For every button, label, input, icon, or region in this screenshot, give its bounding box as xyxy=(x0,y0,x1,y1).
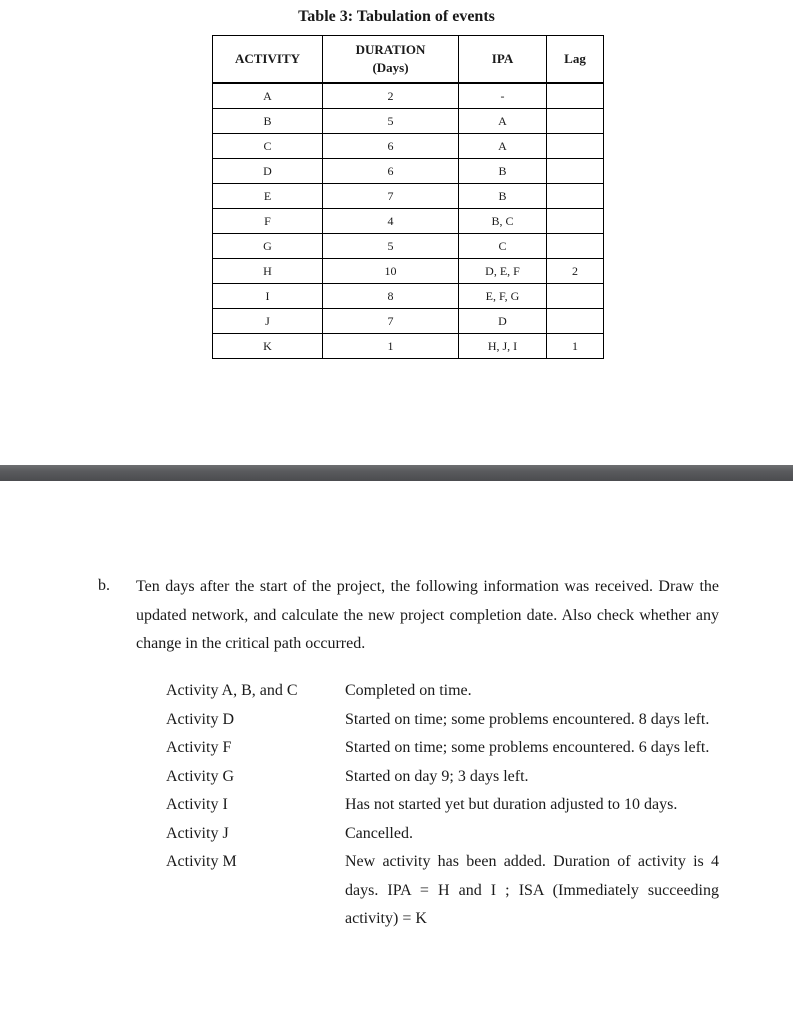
table-row xyxy=(213,284,604,309)
cell-lag: 1 xyxy=(547,334,604,359)
page-divider xyxy=(0,465,793,481)
header-duration xyxy=(323,36,459,84)
update-activity: Activity I xyxy=(166,796,228,813)
cell-lag xyxy=(547,159,604,184)
events-table xyxy=(212,35,604,359)
question-number: b. xyxy=(98,577,110,594)
cell-ipa: C xyxy=(459,234,547,259)
update-description: Started on time; some problems encountered. 8 days left. xyxy=(345,710,710,728)
update-description: New activity has been added. Duration of activity is 4 days. IPA = H and I ; ISA (Immediately succeeding activity) = K xyxy=(345,853,719,927)
update-description: Started on time; some problems encountered. 6 days left. xyxy=(345,739,710,756)
cell-ipa: B xyxy=(459,184,547,209)
cell-lag xyxy=(547,184,604,209)
cell-duration: 2 xyxy=(323,83,459,109)
cell-lag xyxy=(547,209,604,234)
cell-duration: 8 xyxy=(323,284,459,309)
header-duration-unit: (Days) xyxy=(372,60,409,75)
header-ipa: IPA xyxy=(459,36,547,84)
cell-duration: 7 xyxy=(323,309,459,334)
update-activity: Activity F xyxy=(166,739,232,756)
table-row xyxy=(213,209,604,234)
cell-activity: J xyxy=(213,309,323,334)
update-description: Cancelled. xyxy=(345,824,413,842)
update-item xyxy=(166,820,719,849)
cell-activity: F xyxy=(213,209,323,234)
cell-activity: H xyxy=(213,259,323,284)
update-item xyxy=(166,734,719,763)
cell-lag xyxy=(547,234,604,259)
cell-ipa: B xyxy=(459,159,547,184)
cell-lag: 2 xyxy=(547,259,604,284)
cell-ipa: A xyxy=(459,109,547,134)
update-description: Completed on time. xyxy=(345,682,472,699)
update-activity: Activity M xyxy=(166,853,237,870)
cell-activity: E xyxy=(213,184,323,209)
cell-activity: D xyxy=(213,159,323,184)
cell-lag xyxy=(547,109,604,134)
cell-duration: 1 xyxy=(323,334,459,359)
cell-activity: A xyxy=(213,83,323,109)
cell-duration: 7 xyxy=(323,184,459,209)
update-activity: Activity D xyxy=(166,710,234,728)
cell-ipa: B, C xyxy=(459,209,547,234)
cell-duration: 4 xyxy=(323,209,459,234)
cell-ipa: E, F, G xyxy=(459,284,547,309)
cell-activity: K xyxy=(213,334,323,359)
question-text: Ten days after the start of the project, the following information was received. Draw the updated network, and calculate the new project completion date. Also check whether any change in the critical path occurred. xyxy=(136,578,719,652)
cell-duration: 5 xyxy=(323,109,459,134)
update-description: Has not started yet but duration adjusted to 10 days. xyxy=(345,796,678,813)
table-row xyxy=(213,159,604,184)
table-body xyxy=(213,83,604,359)
table-row xyxy=(213,83,604,109)
update-activity: Activity J xyxy=(166,824,229,842)
cell-ipa: D, E, F xyxy=(459,259,547,284)
cell-duration: 6 xyxy=(323,134,459,159)
table-row xyxy=(213,309,604,334)
update-description: Started on day 9; 3 days left. xyxy=(345,767,529,785)
update-item xyxy=(166,677,719,706)
cell-lag xyxy=(547,83,604,109)
table-row xyxy=(213,334,604,359)
cell-duration: 10 xyxy=(323,259,459,284)
update-item xyxy=(166,791,719,820)
header-duration-label: DURATION xyxy=(355,42,426,57)
cell-ipa: - xyxy=(459,83,547,109)
cell-lag xyxy=(547,309,604,334)
header-lag: Lag xyxy=(547,36,604,84)
updates-list xyxy=(166,677,719,934)
update-activity: Activity A, B, and C xyxy=(166,682,298,699)
update-item xyxy=(166,763,719,792)
cell-activity: C xyxy=(213,134,323,159)
table-row xyxy=(213,109,604,134)
cell-ipa: H, J, I xyxy=(459,334,547,359)
cell-ipa: D xyxy=(459,309,547,334)
header-activity: ACTIVITY xyxy=(213,36,323,84)
cell-duration: 6 xyxy=(323,159,459,184)
update-activity: Activity G xyxy=(166,767,234,785)
cell-activity: I xyxy=(213,284,323,309)
table-header-row xyxy=(213,36,604,84)
cell-lag xyxy=(547,134,604,159)
cell-activity: B xyxy=(213,109,323,134)
table-row xyxy=(213,259,604,284)
cell-activity: G xyxy=(213,234,323,259)
table-row xyxy=(213,234,604,259)
update-item xyxy=(166,706,719,735)
cell-duration: 5 xyxy=(323,234,459,259)
table-row xyxy=(213,134,604,159)
cell-lag xyxy=(547,284,604,309)
table-row xyxy=(213,184,604,209)
table-caption: Table 3: Tabulation of events xyxy=(298,8,495,25)
cell-ipa: A xyxy=(459,134,547,159)
update-item xyxy=(166,848,719,934)
